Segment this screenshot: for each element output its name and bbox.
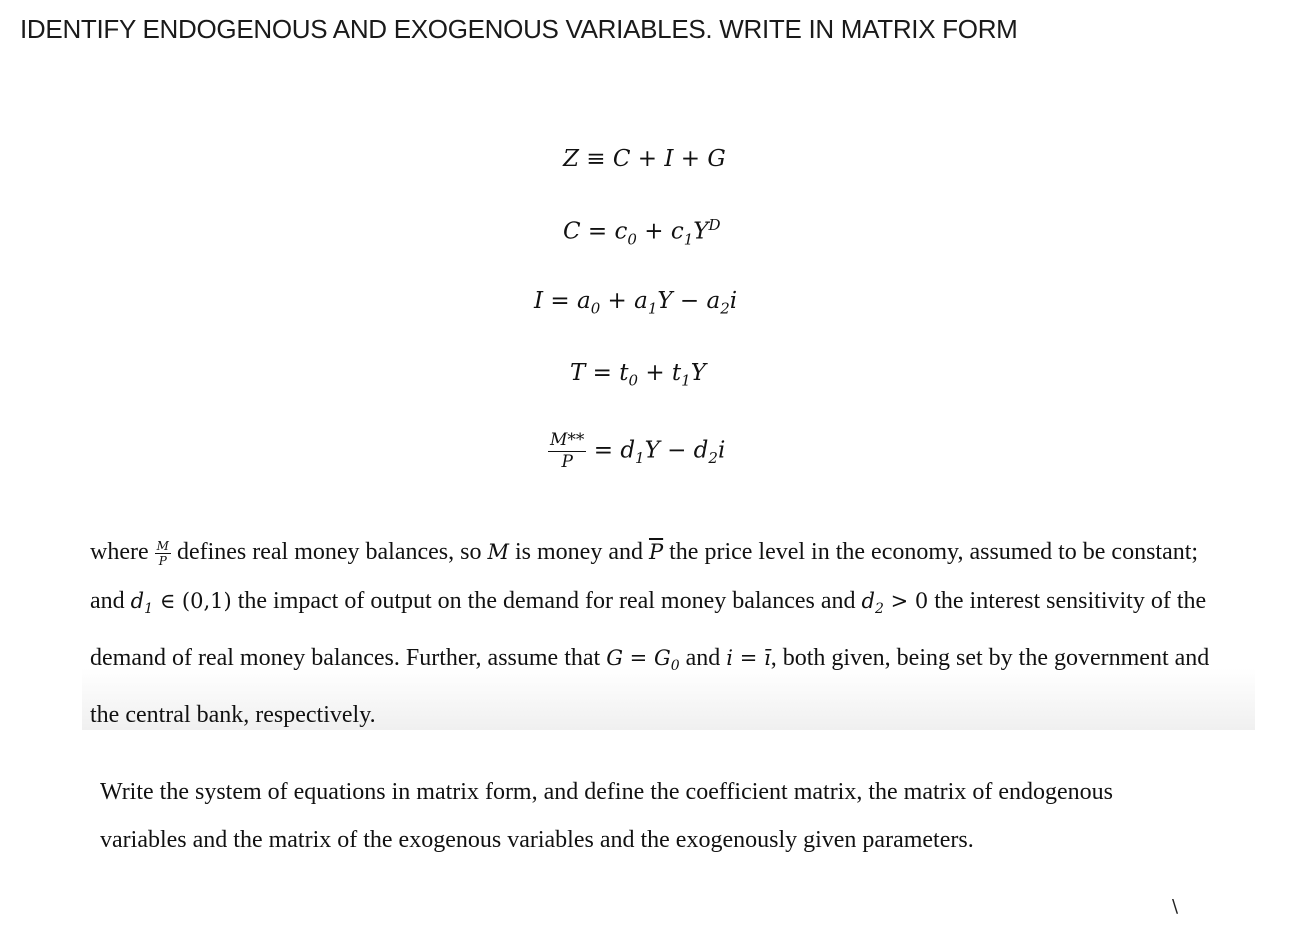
para-text: defines real money balances, so — [170, 539, 488, 565]
para-math-gt: > 0 — [883, 589, 929, 613]
para-math-i: i — [726, 646, 734, 671]
eq5-denominator: P — [561, 452, 573, 472]
eq3-sub0: 0 — [590, 299, 601, 318]
para-math-g0: G — [653, 646, 671, 671]
eq5-sub2: 2 — [708, 449, 718, 468]
page-heading: IDENTIFY ENDOGENOUS AND EXOGENOUS VARIABLES. WRITE IN MATRIX FORM — [20, 14, 1018, 44]
equation-identity-text: Z ≡ C + I + G — [563, 146, 726, 172]
definition-paragraph — [90, 528, 1210, 740]
eq4-sub0: 0 — [628, 371, 639, 390]
para-text: is money and — [509, 539, 649, 565]
para-math-d2: d — [861, 589, 875, 613]
para-math-interval: ∈ (0,1) — [153, 589, 232, 613]
equation-investment — [534, 288, 737, 318]
para-fraction — [155, 539, 171, 568]
para-math-pbar: $\overline{P}$ — [648, 540, 664, 564]
eq5-rhs1: = d — [586, 437, 636, 464]
eq3-p2: Y − a — [657, 288, 721, 314]
para-math-m: M — [487, 540, 509, 564]
equation-money-demand — [548, 432, 725, 471]
para-math-d1-sub: 1 — [144, 601, 154, 618]
eq5-rhs2: Y − d — [644, 437, 709, 464]
question-paragraph: Write the system of equations in matrix form, and define the coefficient matrix, the matrix of endogenous variables and the matrix of the exogenous variables and the exogenously given parameters. — [100, 779, 1113, 853]
para-math-g: G — [606, 646, 623, 671]
eq5-end: i — [717, 437, 726, 464]
para-text: where — [90, 539, 155, 565]
equation-consumption — [563, 216, 720, 248]
equation-identity — [563, 146, 726, 172]
eq3-lhs: I = a — [534, 288, 591, 314]
eq3-end: i — [729, 288, 738, 314]
eq3-sub2: 2 — [720, 299, 730, 318]
eq2-sub1: 1 — [683, 230, 694, 249]
para-math-equals: = — [733, 646, 764, 671]
eq2-sub0: 0 — [627, 230, 637, 249]
eq2-plus: + c — [636, 218, 684, 245]
eq5-numerator: M** — [550, 430, 585, 450]
para-text: and — [679, 645, 727, 672]
para-text: , both given, being set by the government and the central bank, respectively. — [90, 645, 1210, 729]
eq4-lhs: T = t — [570, 360, 629, 386]
para-frac-num: M — [156, 538, 169, 553]
eq2-y: Y — [693, 218, 709, 245]
eq4-end: Y — [690, 360, 706, 386]
eq2-sup: D — [708, 216, 721, 234]
eq3-p1: + a — [600, 288, 648, 314]
eq5-sub1: 1 — [635, 449, 645, 468]
equation-taxes — [570, 360, 706, 390]
eq4-sub1: 1 — [681, 371, 691, 390]
para-math-d1: d — [130, 589, 145, 613]
para-text: the interest sensitivity of the demand of real money balances. Further, assume that — [90, 588, 1207, 672]
eq5-fraction — [548, 432, 586, 471]
eq2-lhs: C = c — [563, 218, 628, 245]
para-text: the impact of output on the demand for real money balances and — [231, 588, 862, 614]
para-text: the price level in the economy, assumed to be constant; and — [90, 539, 1199, 614]
para-math-equals: = — [622, 646, 654, 671]
para-math-ibar: ī — [763, 646, 771, 671]
para-frac-den: P — [158, 553, 167, 568]
text-cursor-icon: \ — [1172, 896, 1179, 917]
eq3-sub1: 1 — [647, 299, 658, 318]
para-math-g0-sub: 0 — [670, 658, 680, 675]
eq4-p1: + t — [638, 360, 682, 386]
para-math-d2-sub: 2 — [874, 601, 884, 618]
